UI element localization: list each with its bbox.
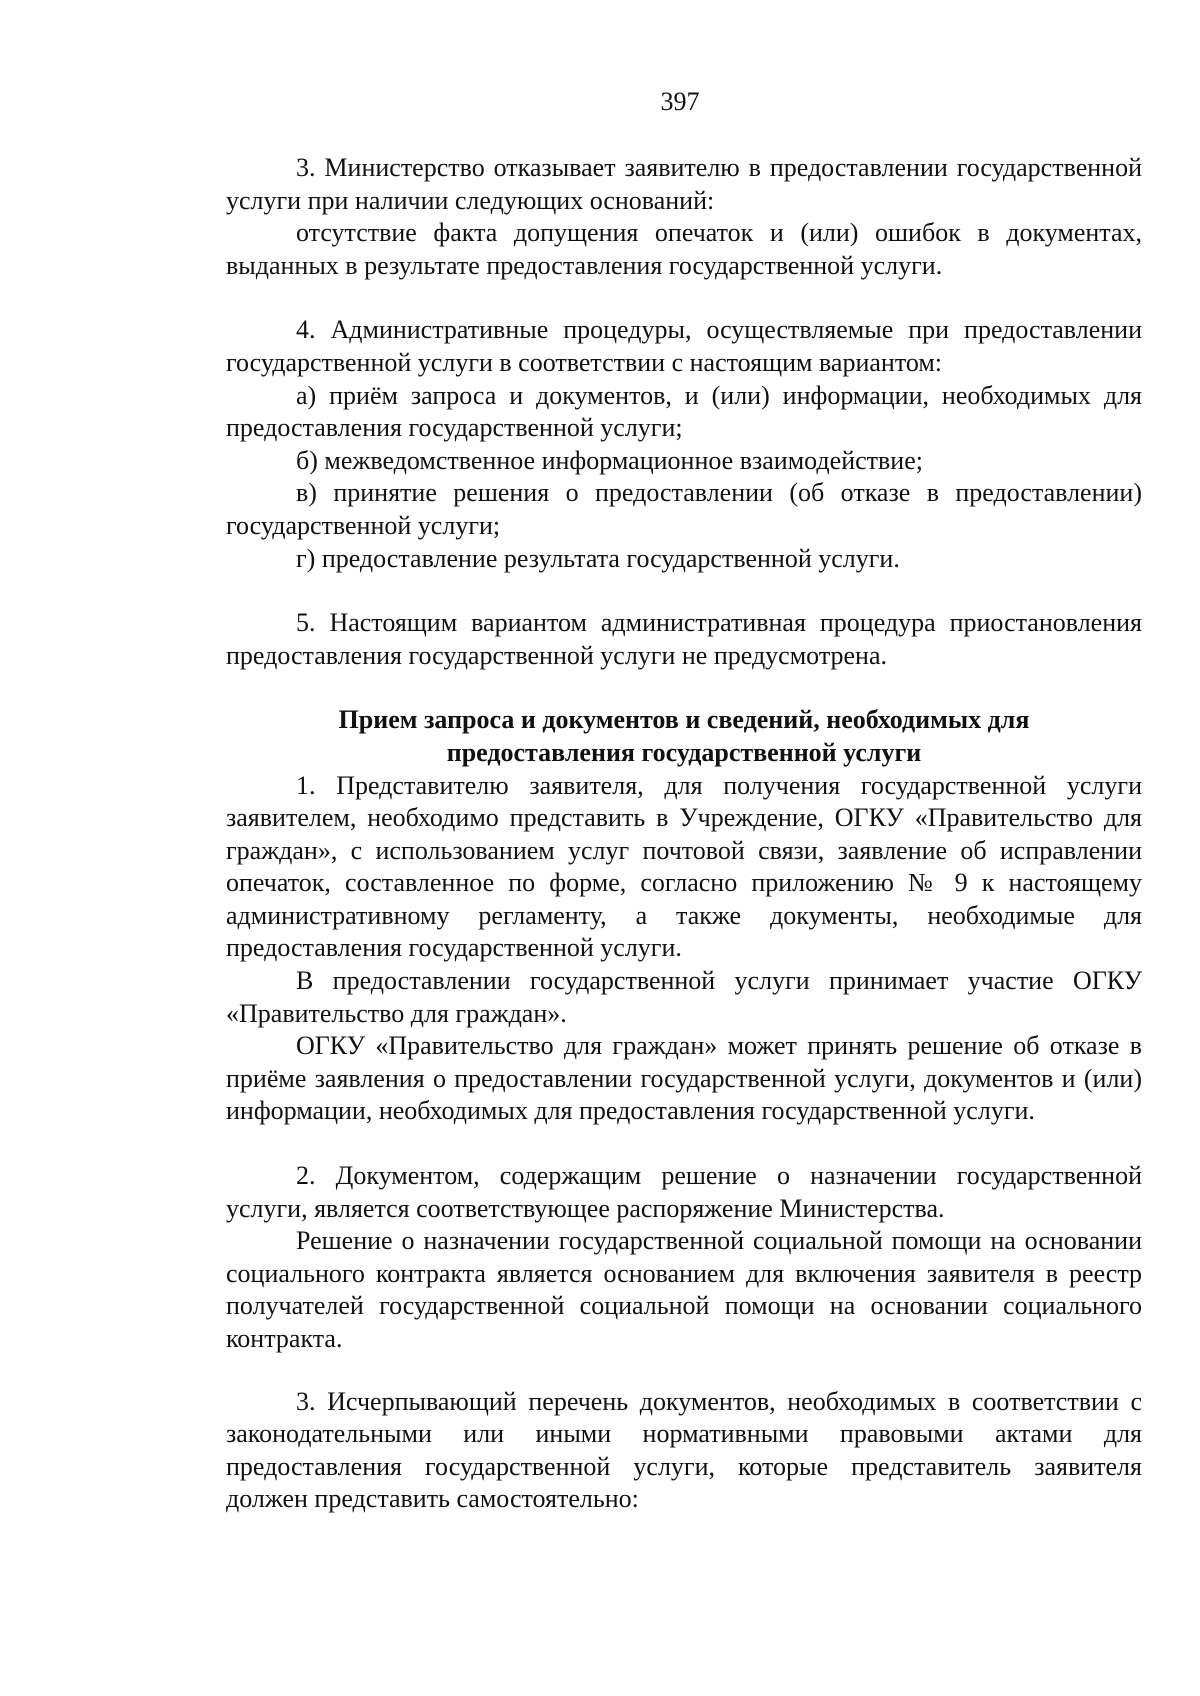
paragraph-participation: В предоставлении государственной услуги принимает участие ОГКУ «Правительство для граждан». [226,966,1142,1028]
list-item-g: г) предоставление результата государственной услуги. [296,543,900,573]
list-item-a: а) приём запроса и документов, и (или) информации, необходимых для предоставления государственной услуги; [226,380,1142,443]
paragraph-submission: 1. Представителю заявителя, для получения государственной услуги заявителем, необходимо представить в Учреждение, ОГКУ «Правительство для граждан», с использованием услуг почтовой связи, заявление об исправлении опечаток, составленное по форме, согласно приложению № 9 к настоящему административному регламенту, а также документы, необходимые для предоставления государственной услуги. [226,770,1142,963]
document-body [226,152,1142,1516]
list-item-v: в) принятие решения о предоставлении (об отказе в предоставлении) государственной услуги; [226,478,1142,540]
section-heading: Прием запроса и документов и сведений, необходимых для предоставления государственной услуги [338,705,1030,767]
list-item-b: б) межведомственное информационное взаимодействие; [296,445,923,475]
paragraph-refusal-grounds: 3. Министерство отказывает заявителю в предоставлении государственной услуги при наличии следующих оснований: [226,153,1142,215]
paragraph-admin-procedures: 4. Административные процедуры, осуществляемые при предоставлении государственной услуги в соответствии с настоящим вариантом: [226,315,1142,377]
paragraph-refusal-acceptance: ОГКУ «Правительство для граждан» может принять решение об отказе в приёме заявления о предоставлении государственной услуги, документов и (или) информации, необходимых для предоставления государственной услуги. [226,1031,1142,1126]
paragraph-decision-document: 2. Документом, содержащим решение о назначении государственной услуги, является соответствующее распоряжение Министерства. [226,1161,1142,1223]
paragraph-suspension: 5. Настоящим вариантом административная процедура приостановления предоставления государственной услуги не предусмотрена. [226,608,1142,670]
page-number: 397 [660,87,700,116]
paragraph-refusal-reason: отсутствие факта допущения опечаток и (или) ошибок в документах, выданных в результате предоставления государственной услуги. [226,218,1142,280]
paragraph-registry: Решение о назначении государственной социальной помощи на основании социального контракта является основанием для включения заявителя в реестр получателей государственной социальной помощи на основании социального контракта. [226,1226,1142,1353]
paragraph-documents-list: 3. Исчерпывающий перечень документов, необходимых в соответствии с законодательными или иными нормативными правовыми актами для предоставления государственной услуги, которые представитель заявителя должен представить самостоятельно: [226,1386,1142,1514]
